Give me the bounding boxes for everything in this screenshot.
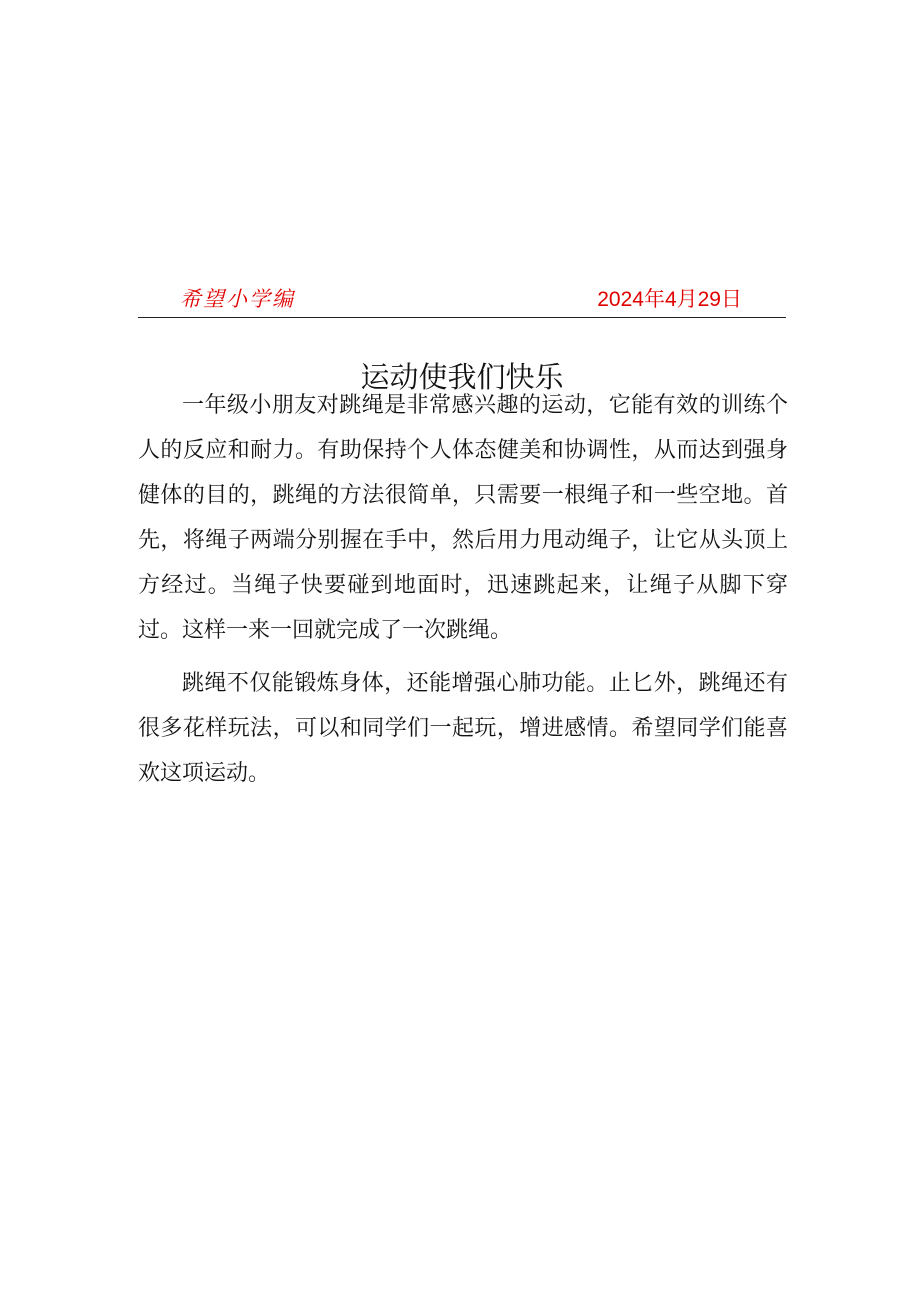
header-divider [138,317,786,318]
article-body [138,383,788,804]
page-header [138,283,786,317]
editor-label: 希望小学编 [180,287,295,311]
paragraph: 跳绳不仅能锻炼身体，还能增强心肺功能。止匕外，跳绳还有很多花样玩法，可以和同学们一起玩，增进感情。希望同学们能喜欢这项运动。 [138,671,788,786]
paragraph: 一年级小朋友对跳绳是非常感兴趣的运动，它能有效的训练个人的反应和耐力。有助保持个人体态健美和协调性，从而达到强身健体的目的，跳绳的方法很简单，只需要一根绳子和一些空地。首先，将绳子两端分别握在手中，然后用力甩动绳子，让它从头顶上方经过。当绳子快要碰到地面时，迅速跳起来，让绳子从脚下穿过。这样一来一回就完成了一次跳绳。 [138,393,788,643]
article-title: 运动使我们快乐 [360,360,564,395]
publish-date: 2024年4月29日 [597,288,742,311]
